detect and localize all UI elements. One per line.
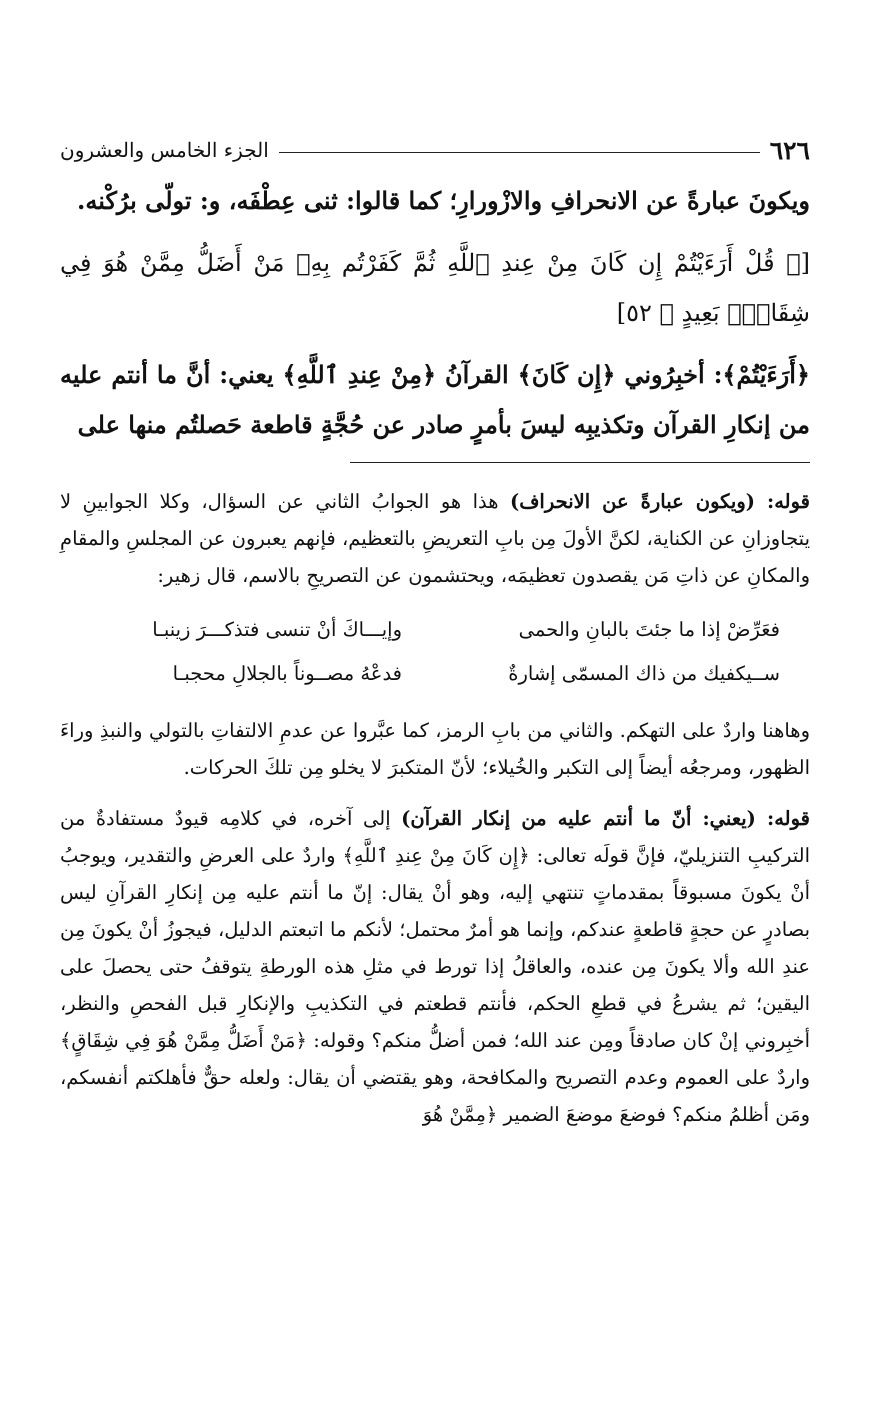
commentary (60, 483, 810, 1133)
commentary-heading-3: قوله: (يعني: أنّ ما أنتم عليه من إنكار القرآن) (401, 807, 810, 830)
footnote-divider (350, 462, 810, 463)
commentary-paragraph-1 (60, 483, 810, 594)
poem (80, 608, 780, 696)
poem-verse-2 (80, 652, 780, 696)
commentary-text-3: إلى آخره، في كلامِه قيودٌ مستفادةٌ من التركيبِ التنزيليّ، فإنَّ قولَه تعالى: ﴿إِن كَانَ مِنْ عِندِ ٱللَّهِ﴾ واردٌ على العرضِ والتقدير، ويوجبُ أنْ يكونَ مسبوقاً بمقدماتٍ تنتهي إليه، وهو أنْ يقال: إنّ ما أنتم عليه مِن إنكارِ القرآنِ ليس بصادرٍ عن حجةٍ قاطعةٍ عندكم، وإنما هو أمرٌ محتمل؛ لأنكم ما اتبعتم الدليل، فيجوزُ أنْ يكونَ مِن عندِ الله وألا يكونَ مِن عنده، والعاقلُ إذا تورط في مثلِ هذه الورطةِ يتوقفُ حتى يحصلَ على اليقين؛ ثم يشرعُ في قطعِ الحكم، فأنتم قطعتم في التكذيبِ والإنكارِ قبل الفحصِ والنظر، أخبِروني إنْ كان صادقاً ومِن عند الله؛ فمن أضلُّ منكم؟ وقوله: ﴿مَنْ أَضَلُّ مِمَّنْ هُوَ فِي شِقَاقٍ﴾ واردٌ على العموم وعدم التصريح والمكافحة، وهو يقتضي أن يقال: ولعله حقٌّ فأهلكتم أنفسكم، ومَن أظلمُ منكم؟ فوضعَ موضعَ الضمير ﴿مِمَّنْ هُوَ (60, 807, 810, 1126)
main-text (60, 176, 810, 450)
page-number: ٦٢٦ (769, 135, 810, 165)
poem-first-hemistich: فعَرِّضْ إذا ما جئتَ بالبانِ والحمى (518, 618, 780, 641)
main-paragraph-2: ﴿أَرَءَيْتُمْ﴾: أخبِرُوني ﴿إِن كَانَ﴾ القرآنُ ﴿مِنْ عِندِ ٱللَّهِ﴾ يعني: أنَّ ما أنتم عليه من إنكارِ القرآن وتكذيبِه ليسَ بأمرٍ صادر عن حُجَّةٍ قاطعة حَصلتُم منها على (60, 360, 810, 439)
commentary-paragraph-2: وهاهنا واردٌ على التهكم. والثاني من بابِ الرمز، كما عبَّروا عن عدمِ الالتفاتِ بالتولي والنبذِ وراءَ الظهور، ومرجعُه أيضاً إلى التكبر والخُيلاء؛ لأنّ المتكبرَ لا يخلو مِن تلكَ الحركات. (60, 719, 810, 779)
poem-second-hemistich: فدعْهُ مصــوناً بالجلالِ محجبـا (172, 662, 402, 685)
main-paragraph-1: ويكونَ عبارةً عن الانحرافِ والازْورارِ؛ كما قالوا: ثنى عِطْفَه، و: تولّى برُكْنه. (77, 186, 810, 215)
header-rule (279, 152, 760, 153)
commentary-text-1: هذا هو الجوابُ الثاني عن السؤال، وكلا الجوابينِ لا يتجاوزانِ عن الكناية، لكنَّ الأولَ مِن بابِ التعريضِ بالتعظيم، فإنهم يعبرون عن المجلسِ والمقامِ والمكانِ عن ذاتِ مَن يقصدون تعظيمَه، ويحتشمون عن التصريحِ بالاسم، قال زهير: (60, 490, 810, 587)
juz-title: الجزء الخامس والعشرون (60, 138, 269, 162)
commentary-paragraph-3 (60, 800, 810, 1133)
commentary-heading-1: قوله: (ويكون عبارةً عن الانحراف) (509, 490, 810, 513)
quran-verse: [﴿ قُلْ أَرَءَيْتُمْ إِن كَانَ مِنْ عِندِ ٱللَّهِ ثُمَّ كَفَرْتُم بِهِۦ مَنْ أَضَلُّ مِمَّنْ هُوَ فِي شِقَاقٍۭ بَعِيدٍ ﴾ ٥٢] (60, 249, 810, 327)
poem-first-hemistich: ســيكفيك من ذاك المسمّى إشارةٌ (508, 662, 780, 685)
poem-second-hemistich: وإيـــاكَ أنْ تنسى فتذكـــرَ زينبـا (152, 618, 402, 641)
page-header (60, 130, 810, 170)
poem-verse-1 (80, 608, 780, 652)
